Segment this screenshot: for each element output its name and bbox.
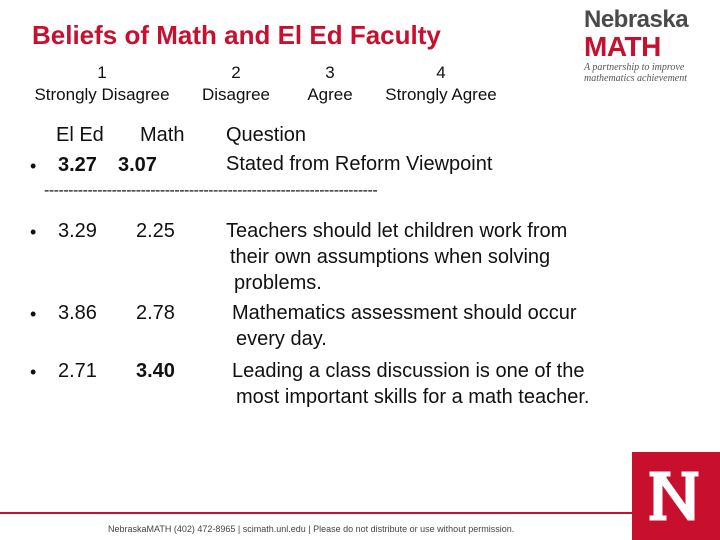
- bullet-icon: •: [30, 222, 37, 242]
- row4-question-line2: most important skills for a math teacher.: [236, 386, 590, 408]
- scale-number: 4: [436, 63, 446, 82]
- scale-label: Strongly Disagree: [34, 85, 170, 104]
- nebraska-math-logo: [584, 6, 714, 84]
- header-math: Math: [140, 124, 185, 146]
- row2-math: 2.25: [136, 220, 175, 242]
- bullet-icon: •: [30, 362, 37, 382]
- scale-item-4: [378, 62, 504, 106]
- scale-number: 1: [97, 63, 107, 82]
- row4-question-line1: Leading a class discussion is one of the: [232, 360, 585, 382]
- university-n-logo-icon: [632, 452, 720, 540]
- logo-line1: Nebraska: [584, 6, 689, 33]
- row4-math: 3.40: [136, 360, 175, 382]
- row2-eled: 3.29: [58, 220, 97, 242]
- row2-question-line3: problems.: [234, 272, 322, 294]
- footer-text: NebraskaMATH (402) 472-8965 | scimath.unl.edu | Please do not distribute or use without permission.: [108, 524, 515, 534]
- row3-math: 2.78: [136, 302, 175, 324]
- scale-label: Disagree: [201, 85, 271, 104]
- bullet-icon: •: [30, 156, 37, 176]
- slide-title: Beliefs of Math and El Ed Faculty: [32, 20, 441, 50]
- scale-item-3: [300, 62, 360, 106]
- scale-item-1: [32, 62, 172, 106]
- logo-line2: MATH: [584, 31, 661, 62]
- row1-question: Stated from Reform Viewpoint: [226, 153, 493, 175]
- scale-label: Strongly Agree: [385, 85, 497, 104]
- row1-math: 3.07: [118, 154, 157, 176]
- row3-question-line2: every day.: [236, 328, 327, 350]
- row4-eled: 2.71: [58, 360, 97, 382]
- scale-number: 2: [231, 63, 241, 82]
- header-eled: El Ed: [56, 124, 104, 146]
- bullet-icon: •: [30, 304, 37, 324]
- logo-tagline: A partnership to improve mathematics achievement: [584, 62, 688, 84]
- row3-question-line1: Mathematics assessment should occur: [232, 302, 577, 324]
- separator-line: ---------------------------------------------------------------------: [44, 182, 378, 199]
- scale-item-2: [196, 62, 276, 106]
- header-question: Question: [226, 124, 307, 146]
- row2-question-line2: their own assumptions when solving: [230, 246, 551, 268]
- row1-eled: 3.27: [58, 154, 97, 176]
- row2-question-line1: Teachers should let children work from: [226, 220, 568, 242]
- scale-number: 3: [325, 63, 335, 82]
- scale-label: Agree: [307, 85, 353, 104]
- row3-eled: 3.86: [58, 302, 97, 324]
